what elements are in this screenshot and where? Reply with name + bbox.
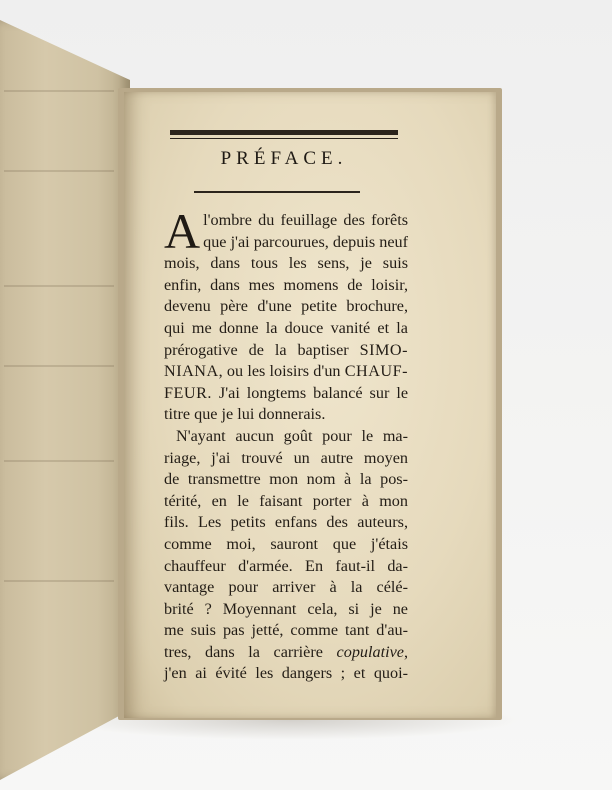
bleed-through-line [4,285,114,287]
text-line: qui me donne la douce vanité et la [164,318,408,337]
text-line: de transmettre mon nom à la pos- [164,470,408,489]
bleed-through-line [4,460,114,462]
text-line: enfin, dans mes momens de loisir, [164,275,408,294]
preface-text [164,210,408,685]
header-rule-thick [170,130,398,135]
text-line: que j'ai parcourues, depuis neuf [203,232,408,251]
name-simoniana-part1: SIMO- [359,340,408,359]
text-line [164,361,408,383]
text-line: me suis pas jetté, comme tant d'au- [164,621,408,640]
text-line: chauffeur d'armée. En faut-il da- [164,556,408,575]
text-line: mois, dans tous les sens, je suis [164,254,408,273]
name-simoniana-part2: NIANA [164,362,219,381]
text-line: brité ? Moyennant cela, si je ne [164,599,408,618]
text-line: vantage pour arriver à la célé- [164,578,408,597]
drop-cap: A [164,210,201,254]
header-rule-thin [170,138,398,139]
italic-word: copulative [336,642,404,661]
opening-lines [164,210,408,253]
preface-page [124,92,496,718]
bleed-through-line [4,580,114,582]
text-line: fils. Les petits enfans des auteurs, [164,513,408,532]
text-line [164,340,408,362]
text-fragment: , ou les loisirs d'un [218,362,341,381]
text-line: comme moi, sauront que j'étais [164,534,408,553]
text-line: titre que je lui donnerais. [164,405,326,424]
bleed-through-line [4,170,114,172]
bleed-through-line [4,90,114,92]
text-fragment: , [403,642,409,661]
text-line [164,642,408,664]
facing-left-page [0,20,130,780]
text-fragment: tres, dans la carrière [164,642,323,661]
text-line: devenu père d'une petite brochure, [164,297,408,316]
text-line: j'en ai évité les dangers ; et quoi- [164,664,408,683]
text-fragment: prérogative de la baptiser [164,340,349,359]
text-line: riage, j'ai trouvé un autre moyen [164,448,408,467]
text-line: N'ayant aucun goût pour le ma- [176,426,408,445]
page-heading: PRÉFACE. [220,148,348,169]
text-fragment: J'ai longtems balancé sur le [218,383,408,402]
text-line: térité, en le faisant porter à mon [164,491,408,510]
text-line: l'ombre du feuillage des forêts [203,211,408,229]
heading-underline-rule [194,191,360,193]
bleed-through-line [4,365,114,367]
name-chauffeur-part1: CHAUF- [344,362,408,381]
text-line [164,383,408,405]
name-chauffeur-part2: FEUR. [164,383,212,402]
